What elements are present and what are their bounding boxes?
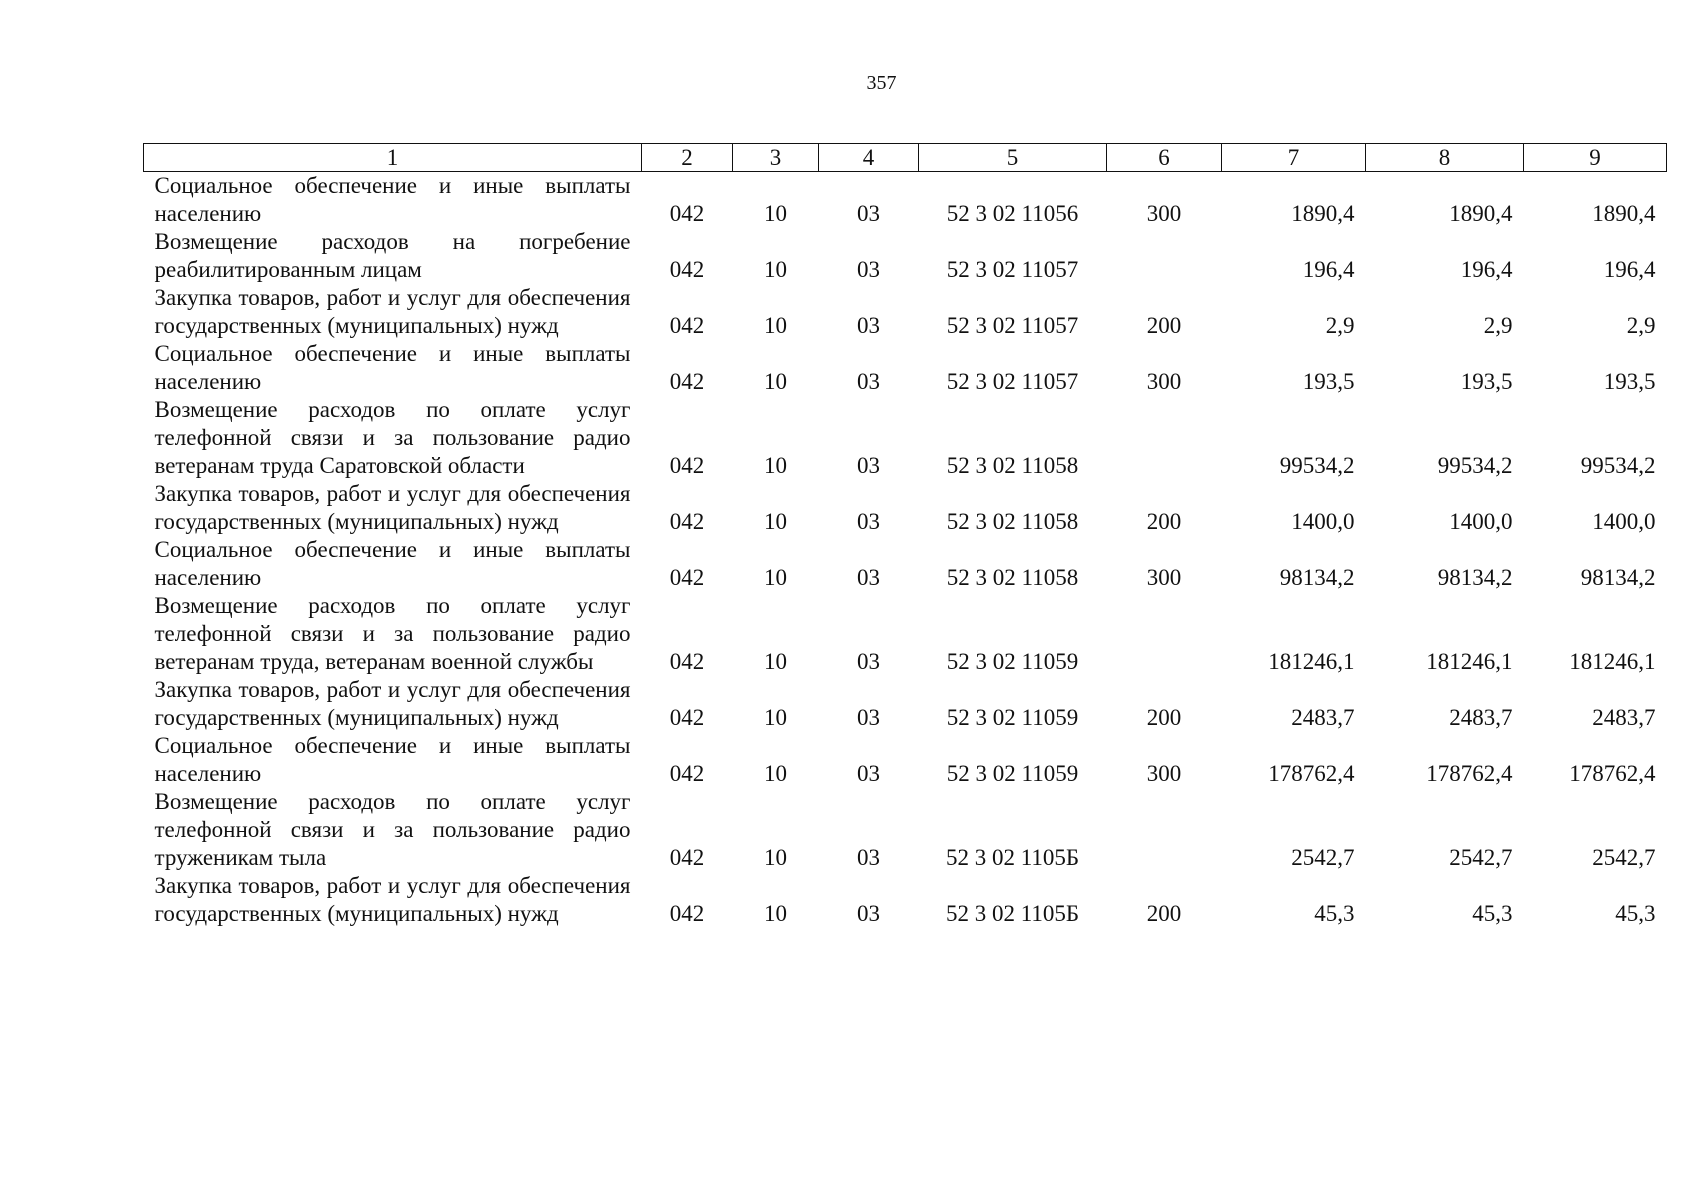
table-row — [144, 172, 1667, 229]
row-expense-type: 300 — [1146, 369, 1182, 394]
table-row — [144, 676, 1667, 732]
row-amount-col9: 2542,7 — [1592, 845, 1656, 870]
row-amount-col8: 98134,2 — [1437, 565, 1513, 590]
row-section-code: 10 — [764, 201, 787, 226]
row-description: Социальное обеспечение и иные выплаты населению — [154, 537, 631, 590]
row-description: Закупка товаров, работ и услуг для обеспечения государственных (муниципальных) нужд — [154, 481, 631, 534]
row-subsection-code: 03 — [857, 201, 880, 226]
row-amount-col8: 2483,7 — [1449, 705, 1513, 730]
row-ministry-code: 042 — [669, 901, 705, 926]
row-amount-col8: 196,4 — [1460, 257, 1513, 282]
column-header-4: 4 — [819, 144, 919, 172]
row-description: Социальное обеспечение и иные выплаты населению — [154, 341, 631, 394]
table-row — [144, 228, 1667, 284]
row-subsection-code: 03 — [857, 509, 880, 534]
row-subsection-code: 03 — [857, 845, 880, 870]
row-section-code: 10 — [764, 509, 787, 534]
row-expense-type: 300 — [1146, 565, 1182, 590]
row-amount-col9: 196,4 — [1603, 257, 1656, 282]
row-subsection-code: 03 — [857, 761, 880, 786]
row-subsection-code: 03 — [857, 705, 880, 730]
row-amount-col9: 193,5 — [1603, 369, 1656, 394]
row-description: Закупка товаров, работ и услуг для обеспечения государственных (муниципальных) нужд — [154, 873, 631, 926]
row-target-article: 52 3 02 1105Б — [945, 845, 1080, 870]
row-amount-col8: 2542,7 — [1449, 845, 1513, 870]
row-section-code: 10 — [764, 901, 787, 926]
row-description: Возмещение расходов по оплате услуг телефонной связи и за пользование радио ветеранам труда, ветеранам военной службы — [154, 593, 631, 674]
row-amount-col8: 1400,0 — [1449, 509, 1513, 534]
table-row — [144, 872, 1667, 928]
row-target-article: 52 3 02 11058 — [946, 453, 1079, 478]
column-header-6: 6 — [1107, 144, 1222, 172]
row-amount-col8: 181246,1 — [1426, 649, 1513, 674]
row-section-code: 10 — [764, 313, 787, 338]
column-header-9: 9 — [1524, 144, 1667, 172]
row-amount-col7: 196,4 — [1302, 257, 1355, 282]
row-amount-col7: 45,3 — [1314, 901, 1355, 926]
row-subsection-code: 03 — [857, 313, 880, 338]
row-target-article: 52 3 02 11059 — [946, 705, 1079, 730]
row-amount-col8: 99534,2 — [1437, 453, 1513, 478]
row-target-article: 52 3 02 11058 — [946, 509, 1079, 534]
row-target-article: 52 3 02 11059 — [946, 761, 1079, 786]
row-section-code: 10 — [764, 565, 787, 590]
row-target-article: 52 3 02 1105Б — [945, 901, 1080, 926]
row-amount-col7: 2483,7 — [1291, 705, 1355, 730]
row-amount-col8: 178762,4 — [1426, 761, 1513, 786]
row-description: Социальное обеспечение и иные выплаты населению — [154, 173, 631, 226]
row-ministry-code: 042 — [669, 369, 705, 394]
row-amount-col9: 2,9 — [1626, 313, 1656, 338]
row-target-article: 52 3 02 11058 — [946, 565, 1079, 590]
row-target-article: 52 3 02 11057 — [946, 369, 1079, 394]
row-amount-col9: 98134,2 — [1580, 565, 1656, 590]
column-header-8: 8 — [1366, 144, 1524, 172]
row-subsection-code: 03 — [857, 369, 880, 394]
table-header-row — [144, 144, 1667, 172]
column-header-5: 5 — [919, 144, 1107, 172]
row-expense-type — [1107, 396, 1222, 480]
row-description: Закупка товаров, работ и услуг для обеспечения государственных (муниципальных) нужд — [154, 677, 631, 730]
row-section-code: 10 — [764, 369, 787, 394]
row-ministry-code: 042 — [669, 649, 705, 674]
row-section-code: 10 — [764, 845, 787, 870]
table-row — [144, 340, 1667, 396]
row-ministry-code: 042 — [669, 313, 705, 338]
column-header-7: 7 — [1222, 144, 1366, 172]
row-section-code: 10 — [764, 257, 787, 282]
row-amount-col7: 178762,4 — [1268, 761, 1355, 786]
row-amount-col7: 181246,1 — [1268, 649, 1355, 674]
row-amount-col9: 99534,2 — [1580, 453, 1656, 478]
row-section-code: 10 — [764, 453, 787, 478]
row-expense-type: 300 — [1146, 761, 1182, 786]
row-amount-col8: 1890,4 — [1449, 201, 1513, 226]
row-expense-type: 200 — [1146, 313, 1182, 338]
row-expense-type: 300 — [1146, 201, 1182, 226]
row-amount-col9: 45,3 — [1615, 901, 1656, 926]
row-ministry-code: 042 — [669, 509, 705, 534]
column-header-2: 2 — [642, 144, 733, 172]
row-ministry-code: 042 — [669, 257, 705, 282]
row-amount-col9: 178762,4 — [1569, 761, 1656, 786]
row-expense-type: 200 — [1146, 901, 1182, 926]
row-amount-col7: 1400,0 — [1291, 509, 1355, 534]
row-expense-type: 200 — [1146, 509, 1182, 534]
row-ministry-code: 042 — [669, 705, 705, 730]
row-target-article: 52 3 02 11057 — [946, 313, 1079, 338]
row-amount-col7: 193,5 — [1302, 369, 1355, 394]
row-amount-col7: 99534,2 — [1279, 453, 1355, 478]
row-description: Возмещение расходов по оплате услуг телефонной связи и за пользование радио ветеранам труда Саратовской области — [154, 397, 631, 478]
row-amount-col7: 1890,4 — [1291, 201, 1355, 226]
row-amount-col7: 2,9 — [1325, 313, 1355, 338]
budget-table — [143, 143, 1667, 928]
column-header-3: 3 — [733, 144, 819, 172]
row-description: Закупка товаров, работ и услуг для обеспечения государственных (муниципальных) нужд — [154, 285, 631, 338]
row-target-article: 52 3 02 11059 — [946, 649, 1079, 674]
row-ministry-code: 042 — [669, 453, 705, 478]
row-subsection-code: 03 — [857, 453, 880, 478]
row-amount-col9: 1400,0 — [1592, 509, 1656, 534]
row-subsection-code: 03 — [857, 257, 880, 282]
row-expense-type: 200 — [1146, 705, 1182, 730]
row-description: Возмещение расходов по оплате услуг телефонной связи и за пользование радио труженикам тыла — [154, 789, 631, 870]
row-expense-type — [1107, 592, 1222, 676]
table-row — [144, 396, 1667, 480]
row-expense-type — [1107, 228, 1222, 284]
row-amount-col9: 181246,1 — [1569, 649, 1656, 674]
row-amount-col8: 2,9 — [1483, 313, 1513, 338]
row-subsection-code: 03 — [857, 649, 880, 674]
table-row — [144, 788, 1667, 872]
row-amount-col9: 2483,7 — [1592, 705, 1656, 730]
row-section-code: 10 — [764, 705, 787, 730]
table-row — [144, 592, 1667, 676]
row-ministry-code: 042 — [669, 201, 705, 226]
row-description: Социальное обеспечение и иные выплаты населению — [154, 733, 631, 786]
column-header-1: 1 — [144, 144, 642, 172]
row-target-article: 52 3 02 11057 — [946, 257, 1079, 282]
table-row — [144, 284, 1667, 340]
row-ministry-code: 042 — [669, 761, 705, 786]
table-row — [144, 732, 1667, 788]
row-amount-col7: 98134,2 — [1279, 565, 1355, 590]
row-subsection-code: 03 — [857, 565, 880, 590]
row-target-article: 52 3 02 11056 — [946, 201, 1079, 226]
row-section-code: 10 — [764, 649, 787, 674]
row-expense-type — [1107, 788, 1222, 872]
row-amount-col8: 193,5 — [1460, 369, 1513, 394]
row-description: Возмещение расходов на погребение реабилитированным лицам — [154, 229, 631, 282]
table-row — [144, 480, 1667, 536]
row-ministry-code: 042 — [669, 845, 705, 870]
page-number: 357 — [866, 72, 897, 94]
row-amount-col9: 1890,4 — [1592, 201, 1656, 226]
table-row — [144, 536, 1667, 592]
row-amount-col7: 2542,7 — [1291, 845, 1355, 870]
row-amount-col8: 45,3 — [1472, 901, 1513, 926]
row-ministry-code: 042 — [669, 565, 705, 590]
row-section-code: 10 — [764, 761, 787, 786]
row-subsection-code: 03 — [857, 901, 880, 926]
